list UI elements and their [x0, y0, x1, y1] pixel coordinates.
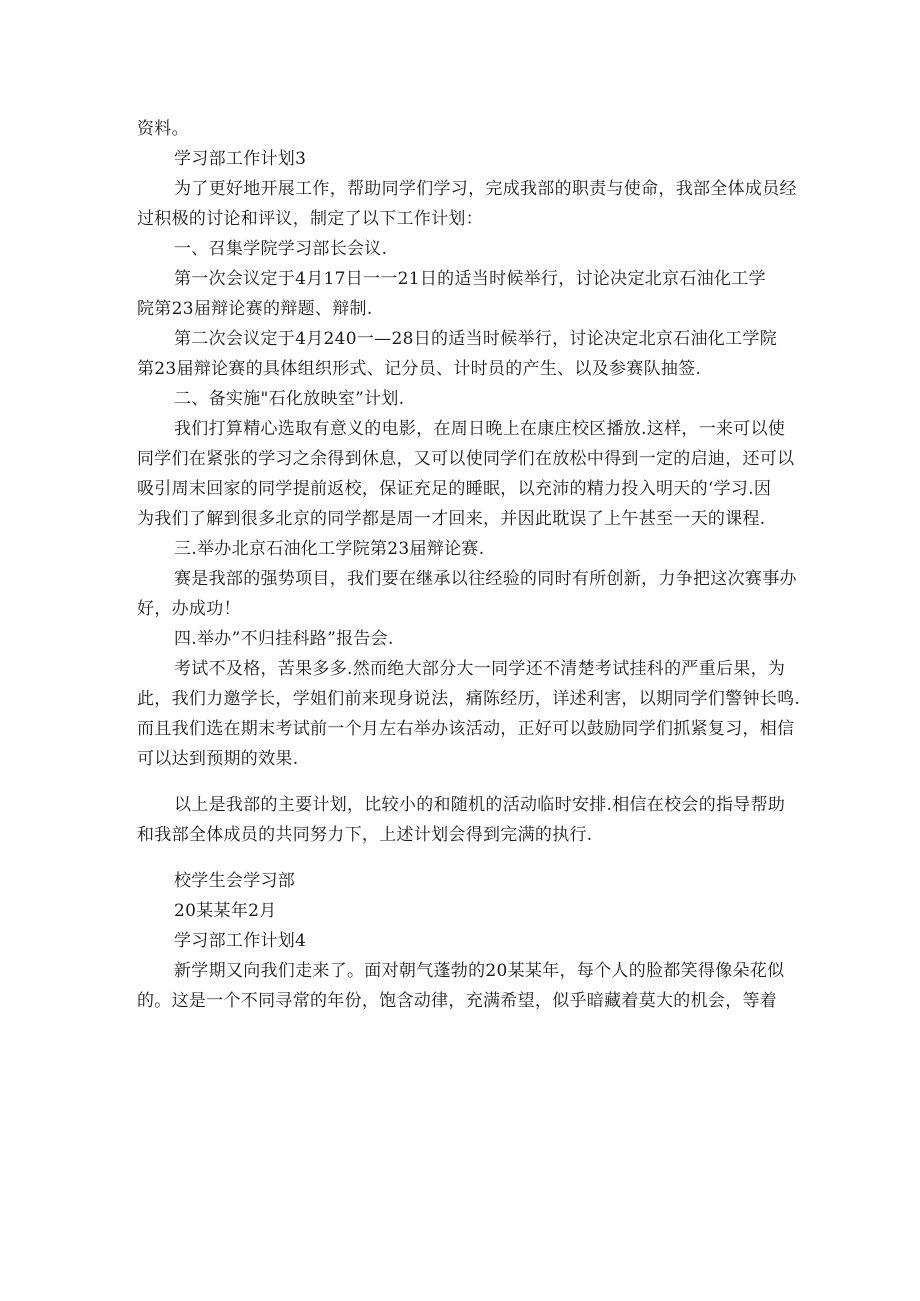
- paragraph-line: 而且我们选在期末考试前一个月左右举办该活动，正好可以鼓励同学们抓紧复习，相信: [137, 719, 795, 739]
- paragraph-line: 以上是我部的主要计划，比较小的和随机的活动临时安排.相信在校会的指导帮助: [174, 795, 786, 815]
- paragraph-line: 可以达到预期的效果.: [137, 749, 299, 769]
- paragraph-line: 第23届辩论赛的具体组织形式、记分员、计时员的产生、以及参赛队抽签.: [137, 359, 702, 379]
- paragraph-line: 为我们了解到很多北京的同学都是周一才回来，并因此耽误了上午甚至一天的课程.: [137, 509, 766, 529]
- paragraph-line: 考试不及格，苦果多多.然而绝大部分大一同学还不清楚考试挂科的严重后果，为: [174, 659, 786, 679]
- document-body: [137, 114, 801, 1016]
- paragraph-line: 的。这是一个不同寻常的年份，饱含动律，充满希望，似乎暗藏着莫大的机会，等着: [137, 991, 778, 1011]
- paragraph-line: 新学期又向我们走来了。面对朝气蓬勃的20某某年，每个人的脸都笑得像朵花似: [174, 961, 785, 981]
- signature-org: 校学生会学习部: [174, 871, 296, 891]
- paragraph-line: 吸引周末回家的同学提前返校，保证充足的睡眠，以充沛的精力投入明天的‘学习.因: [137, 479, 772, 499]
- text-line: 资料。: [137, 119, 189, 139]
- paragraph-line: 我们打算精心选取有意义的电影，在周日晚上在康庄校区播放.这样，一来可以使: [174, 419, 786, 439]
- item-heading: 四.举办”不归挂科路”报告会.: [174, 629, 394, 649]
- item-heading: 二、备实施"石化放映室”计划.: [174, 389, 405, 409]
- paragraph-line: 过积极的讨论和评议，制定了以下工作计划：: [137, 209, 483, 229]
- paragraph-line: 此，我们力邀学长，学姐们前来现身说法，痛陈经历，详述利害，以期同学们警钟长鸣.: [137, 689, 801, 709]
- section-heading: 学习部工作计划3: [174, 149, 307, 169]
- signature-date: 20某某年2月: [174, 901, 277, 921]
- paragraph-line: 赛是我部的强势项目，我们要在继承以往经验的同时有所创新，力争把这次赛事办: [174, 569, 797, 589]
- paragraph-line: 同学们在紧张的学习之余得到休息，又可以使同学们在放松中得到一定的启迪，还可以: [137, 449, 795, 469]
- item-heading: 三.举办北京石油化工学院第23届辩论赛.: [174, 539, 485, 559]
- paragraph-line: 为了更好地开展工作，帮助同学们学习，完成我部的职责与使命，我部全体成员经: [174, 179, 797, 199]
- paragraph-line: 第二次会议定于4月240一—28日的适当时候举行，讨论决定北京石油化工学院: [174, 329, 777, 349]
- item-heading: 一、召集学院学习部长会议.: [174, 239, 388, 259]
- paragraph-line: 好，办成功！: [137, 599, 241, 619]
- paragraph-line: 和我部全体成员的共同努力下，上述计划会得到完满的执行.: [137, 825, 593, 845]
- section-heading: 学习部工作计划4: [174, 931, 307, 951]
- paragraph-line: 第一次会议定于4月17日一一21日的适当时候举行，讨论决定北京石油化工学: [174, 269, 766, 289]
- paragraph-line: 院第23届辩论赛的辩题、辩制.: [137, 299, 373, 319]
